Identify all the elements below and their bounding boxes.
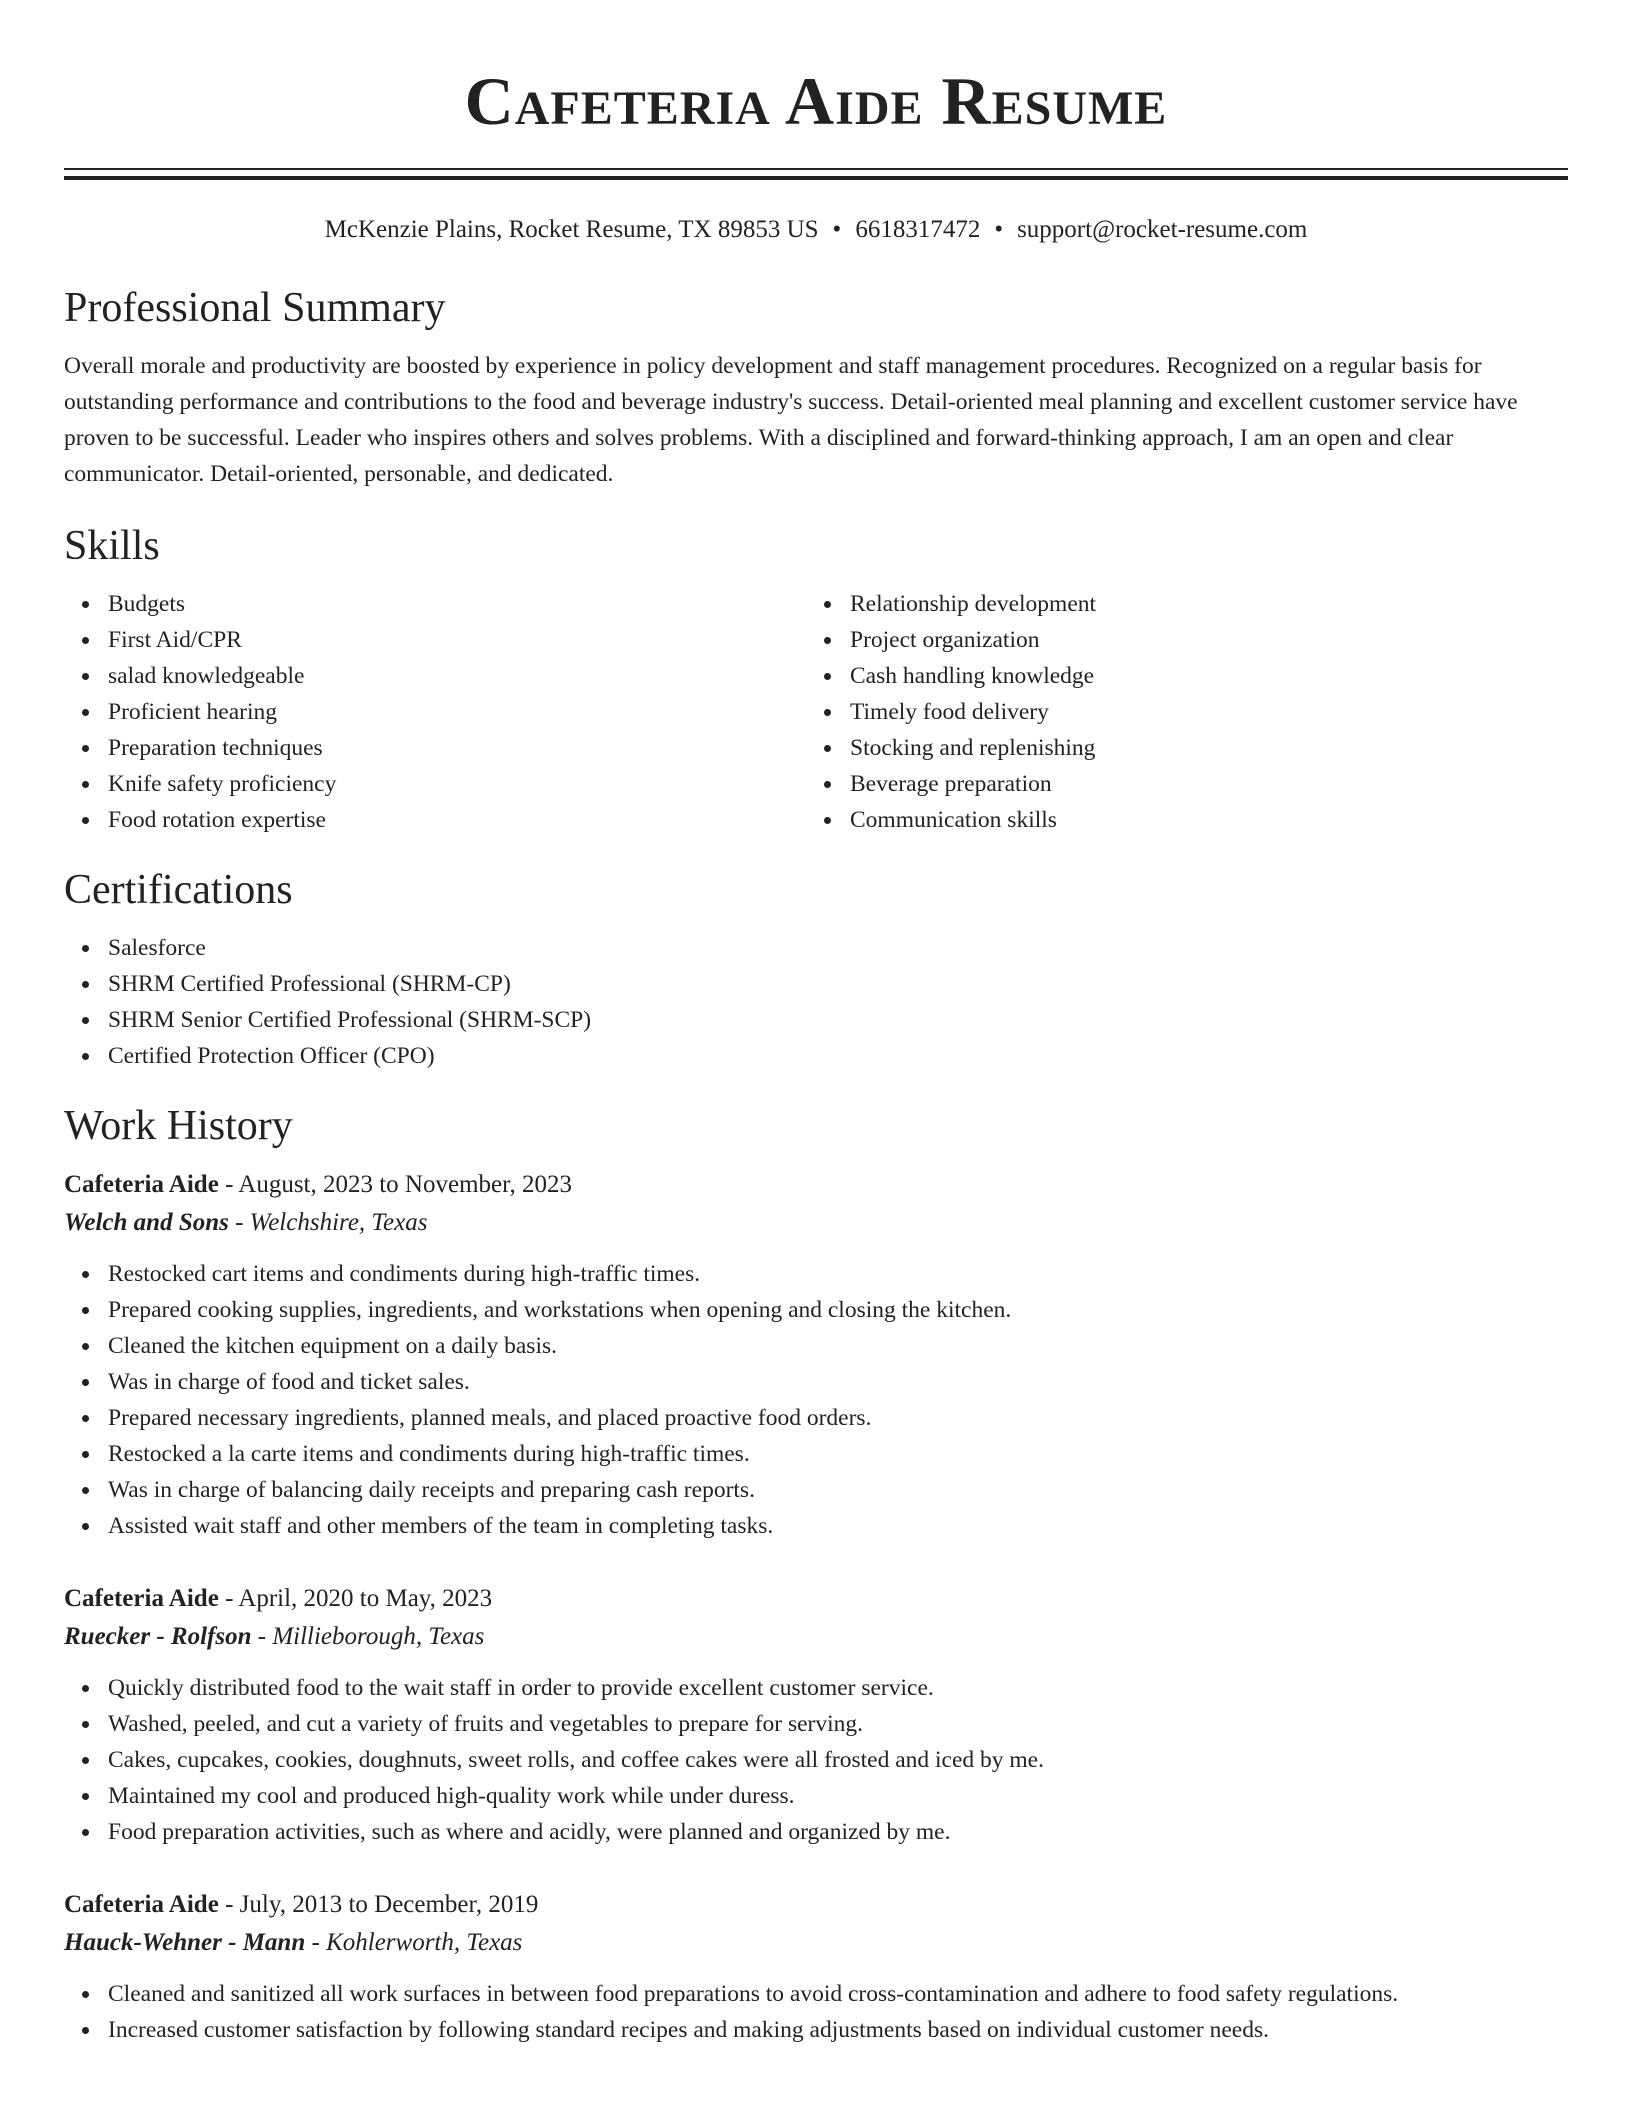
duty-item: Food preparation activities, such as where and acidly, were planned and organized by me. — [64, 1814, 1568, 1850]
skill-item: Project organization — [806, 622, 1548, 658]
certifications-heading: Certifications — [64, 867, 293, 913]
title-divider-thick — [64, 176, 1568, 180]
certification-item: SHRM Senior Certified Professional (SHRM-SCP) — [64, 1002, 1568, 1038]
job-duties — [64, 1670, 1568, 1850]
contact-separator: • — [832, 216, 842, 243]
skill-item: Stocking and replenishing — [806, 730, 1548, 766]
job-title: Cafeteria Aide — [64, 1171, 219, 1198]
contact-email: support@rocket-resume.com — [1017, 216, 1308, 243]
company-location: - Welchshire, Texas — [228, 1209, 428, 1236]
skills-heading: Skills — [64, 523, 160, 569]
duty-item: Prepared necessary ingredients, planned meals, and placed proactive food orders. — [64, 1400, 1568, 1436]
duty-item: Restocked cart items and condiments during high-traffic times. — [64, 1256, 1568, 1292]
job-title-line — [64, 1886, 1568, 1924]
company-line — [64, 1924, 1568, 1962]
job-title-line — [64, 1580, 1568, 1618]
work-history-heading: Work History — [64, 1103, 293, 1149]
job-title: Cafeteria Aide — [64, 1891, 219, 1918]
skill-item: Preparation techniques — [64, 730, 806, 766]
job-duties — [64, 1976, 1568, 2048]
company-name: Hauck-Wehner - Mann — [64, 1929, 306, 1956]
skill-item: salad knowledgeable — [64, 658, 806, 694]
duty-item: Was in charge of balancing daily receipts and preparing cash reports. — [64, 1472, 1568, 1508]
company-name: Ruecker - Rolfson — [64, 1623, 252, 1650]
title-divider-thin — [64, 168, 1568, 170]
contact-info — [64, 214, 1568, 246]
job-dates: - July, 2013 to December, 2019 — [218, 1891, 539, 1918]
job-entry — [64, 1580, 1568, 1850]
certification-item: Salesforce — [64, 930, 1568, 966]
certification-item: Certified Protection Officer (CPO) — [64, 1038, 1568, 1074]
job-dates: - August, 2023 to November, 2023 — [218, 1171, 572, 1198]
company-location: - Millieborough, Texas — [251, 1623, 485, 1650]
contact-address: McKenzie Plains, Rocket Resume, TX 89853 US — [324, 216, 819, 243]
skill-item: Food rotation expertise — [64, 802, 806, 838]
company-location: - Kohlerworth, Texas — [305, 1929, 523, 1956]
duty-item: Restocked a la carte items and condiments during high-traffic times. — [64, 1436, 1568, 1472]
company-line — [64, 1204, 1568, 1242]
company-line — [64, 1618, 1568, 1656]
job-title: Cafeteria Aide — [64, 1585, 219, 1612]
duty-item: Cleaned and sanitized all work surfaces in between food preparations to avoid cross-contamination and adhere to food safety regulations. — [64, 1976, 1568, 2012]
summary-text: Overall morale and productivity are boosted by experience in policy development and staff management procedures. Recognized on a regular basis for outstanding performance and contributions to the food and beverage industry's success. Detail-oriented meal planning and excellent customer service have proven to be successful. Leader who inspires others and solves problems. With a disciplined and forward-thinking approach, I am an open and clear communicator. Detail-oriented, personable, and dedicated. — [64, 353, 1518, 487]
job-title-line — [64, 1166, 1568, 1204]
duty-item: Maintained my cool and produced high-quality work while under duress. — [64, 1778, 1568, 1814]
skill-item: Beverage preparation — [806, 766, 1548, 802]
duty-item: Washed, peeled, and cut a variety of fruits and vegetables to prepare for serving. — [64, 1706, 1568, 1742]
skill-item: Budgets — [64, 586, 806, 622]
certification-item: SHRM Certified Professional (SHRM-CP) — [64, 966, 1568, 1002]
duty-item: Cleaned the kitchen equipment on a daily basis. — [64, 1328, 1568, 1364]
duty-item: Cakes, cupcakes, cookies, doughnuts, sweet rolls, and coffee cakes were all frosted and iced by me. — [64, 1742, 1568, 1778]
summary-heading: Professional Summary — [64, 285, 446, 331]
company-name: Welch and Sons — [64, 1209, 229, 1236]
resume-page — [64, 0, 1568, 2048]
skills-column-right — [806, 586, 1548, 838]
contact-phone: 6618317472 — [855, 216, 981, 243]
job-entry — [64, 1886, 1568, 2048]
job-dates: - April, 2020 to May, 2023 — [218, 1585, 493, 1612]
job-entry — [64, 1166, 1568, 1544]
contact-separator: • — [994, 216, 1004, 243]
skill-item: Proficient hearing — [64, 694, 806, 730]
skill-item: Relationship development — [806, 586, 1548, 622]
skill-item: Cash handling knowledge — [806, 658, 1548, 694]
skills-column-left — [64, 586, 806, 838]
duty-item: Assisted wait staff and other members of the team in completing tasks. — [64, 1508, 1568, 1544]
job-duties — [64, 1256, 1568, 1544]
skill-item: Timely food delivery — [806, 694, 1548, 730]
duty-item: Was in charge of food and ticket sales. — [64, 1364, 1568, 1400]
skill-item: First Aid/CPR — [64, 622, 806, 658]
certifications-list — [64, 930, 1568, 1074]
skill-item: Communication skills — [806, 802, 1548, 838]
duty-item: Prepared cooking supplies, ingredients, and workstations when opening and closing the kitchen. — [64, 1292, 1568, 1328]
skills-list — [64, 586, 1568, 838]
duty-item: Increased customer satisfaction by following standard recipes and making adjustments based on individual customer needs. — [64, 2012, 1568, 2048]
skill-item: Knife safety proficiency — [64, 766, 806, 802]
duty-item: Quickly distributed food to the wait staff in order to provide excellent customer service. — [64, 1670, 1568, 1706]
page-title: Cafeteria Aide Resume — [464, 63, 1168, 139]
